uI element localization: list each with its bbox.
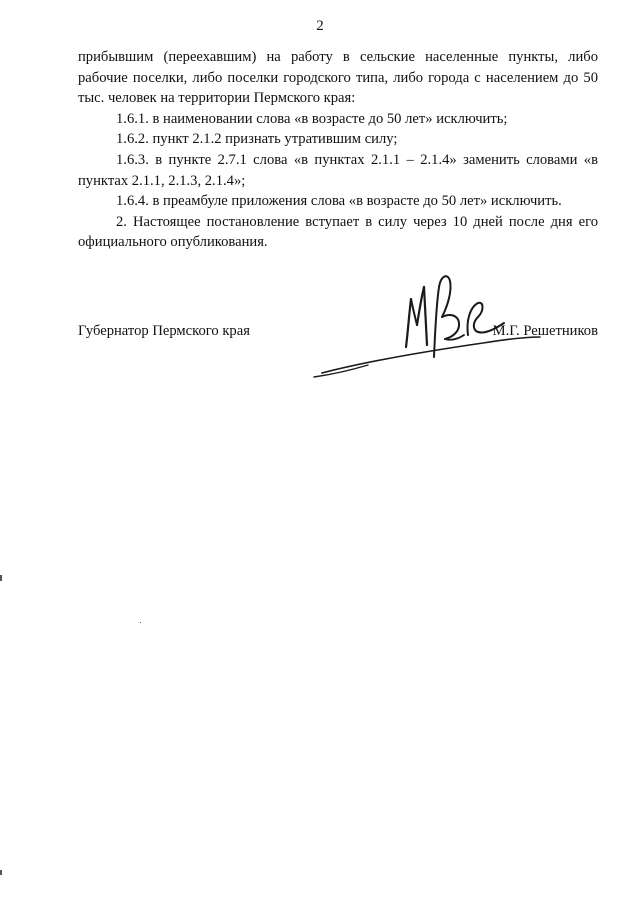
page-number: 2	[316, 18, 324, 34]
paragraph-1-6-3: 1.6.3. в пункте 2.7.1 слова «в пунктах 2.1.1 – 2.1.4» заменить словами «в пунктах 2.1.1, 2.1.3, 2.1.4»;	[78, 151, 598, 189]
scan-edge-mark	[0, 575, 2, 581]
paragraph-1-6-2: 1.6.2. пункт 2.1.2 признать утратившим силу;	[116, 131, 398, 148]
paragraph-continuation: прибывшим (переехавшим) на работу в сельские населенные пункты, либо рабочие поселки, либо поселки городского типа, либо города с населением до 50 тыс. человек на территории Пермского края:	[78, 49, 598, 107]
signer-position: Губернатор Пермского края	[78, 323, 250, 339]
paragraph-1-6-4: 1.6.4. в преамбуле приложения слова «в возрасте до 50 лет» исключить.	[116, 193, 562, 210]
paragraph-2: 2. Настоящее постановление вступает в силу через 10 дней после дня его официального опубликования.	[78, 213, 598, 251]
scan-edge-mark	[0, 870, 2, 875]
paragraph-1-6-1: 1.6.1. в наименовании слова «в возрасте до 50 лет» исключить;	[116, 110, 508, 127]
signature-block	[78, 320, 598, 370]
document-body	[78, 47, 598, 253]
signer-name: М.Г. Решетников	[492, 323, 598, 339]
scan-speck	[140, 622, 141, 623]
